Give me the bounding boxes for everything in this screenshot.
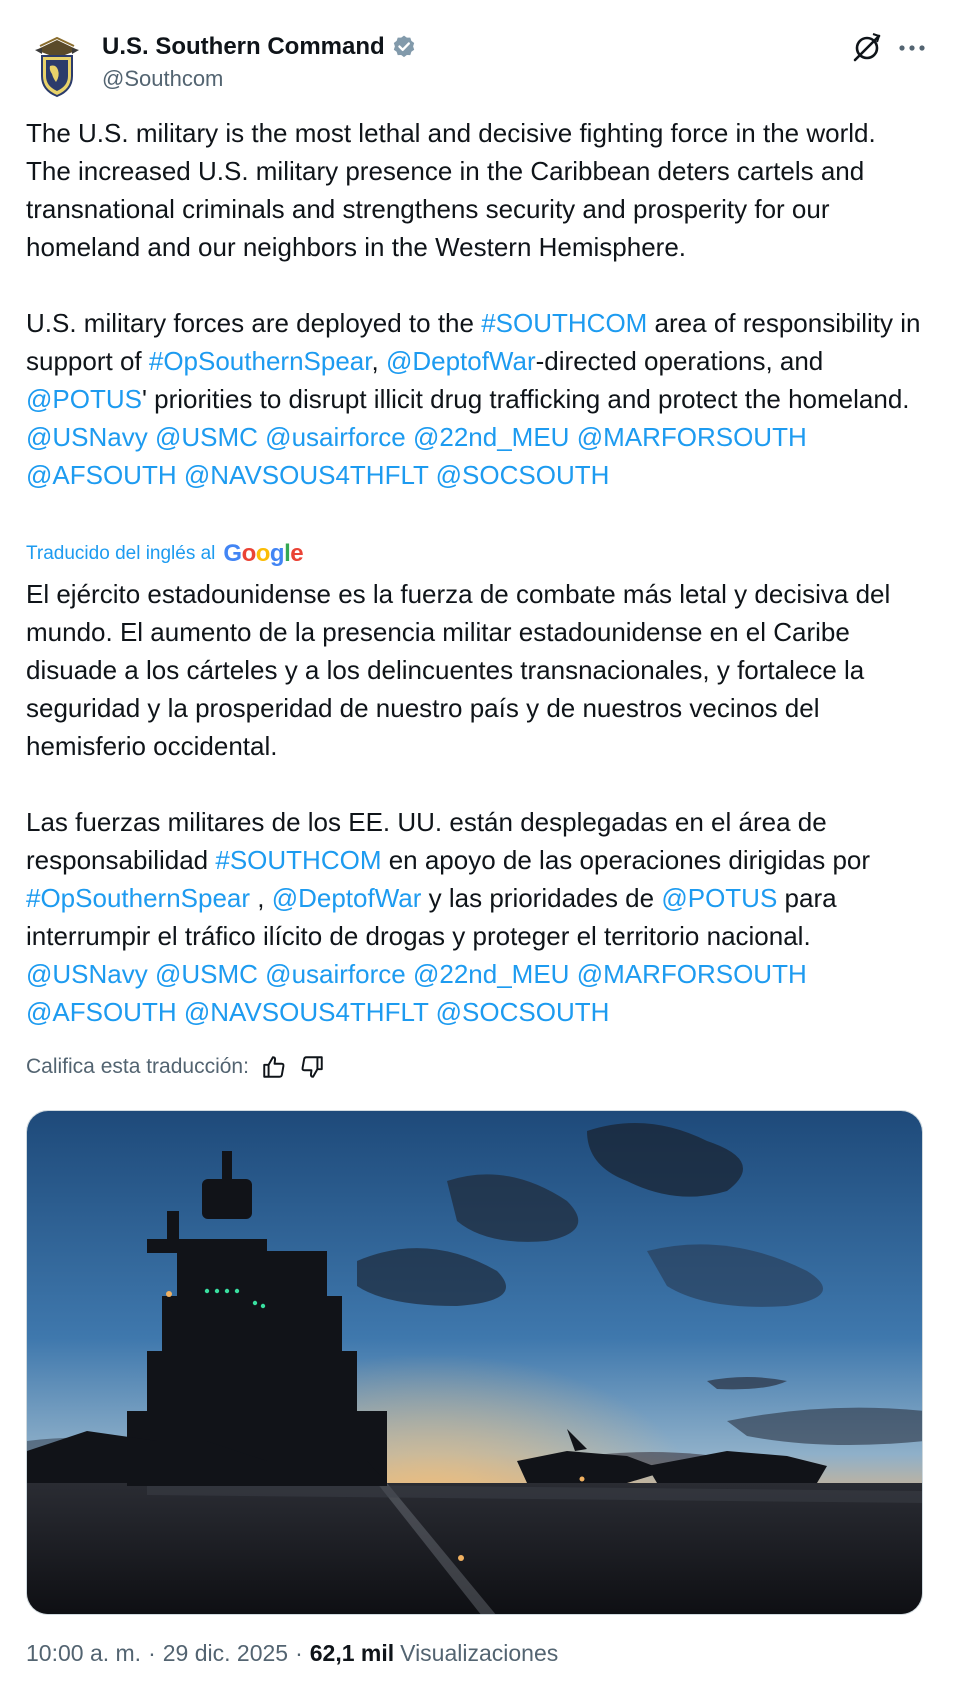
hashtag-link[interactable]: #OpSouthernSpear <box>148 346 372 376</box>
mention-link[interactable]: @SOCSOUTH <box>435 460 610 490</box>
translation-attribution[interactable] <box>26 540 303 568</box>
text-segment: U.S. military forces are deployed to the <box>26 308 482 338</box>
text-segment: en apoyo de las operaciones dirigidas por <box>381 845 871 875</box>
text-segment: ' priorities to disrupt illicit drug trafficking and protect the homeland. <box>141 384 910 414</box>
text-segment: y las prioridades de <box>421 883 662 913</box>
rate-translation <box>26 1054 325 1080</box>
tweet-photo[interactable] <box>26 1110 923 1615</box>
separator: · <box>148 1640 156 1666</box>
mention-link[interactable]: @SOCSOUTH <box>435 997 610 1027</box>
mention-link[interactable]: @usairforce <box>265 422 406 452</box>
mention-link[interactable]: @POTUS <box>26 384 142 414</box>
translation-label: Traducido del inglés al <box>26 543 216 564</box>
translated-text <box>26 575 926 1031</box>
tweet-paragraph-1: The U.S. military is the most lethal and decisive fighting force in the world. The increased U.S. military presence in the Caribbean deters cartels and transnational criminals and strengthens security and prosperity for our homeland and our neighbors in the Western Hemisphere. <box>26 118 876 262</box>
tweet-meta <box>26 1640 558 1667</box>
date[interactable]: 29 dic. 2025 <box>162 1640 289 1666</box>
text-segment: , <box>250 883 272 913</box>
display-name[interactable]: U.S. Southern Command <box>102 33 385 60</box>
text-segment: , <box>371 346 386 376</box>
hashtag-link[interactable]: #SOUTHCOM <box>481 308 648 338</box>
more-options-icon[interactable] <box>895 36 929 60</box>
grok-icon[interactable] <box>851 32 883 64</box>
separator: · <box>295 1640 303 1666</box>
views-count[interactable]: 62,1 mil <box>309 1640 395 1666</box>
text-segment: Las fuerzas militares de los EE. UU. están desplegadas en el área de responsabilidad <box>26 807 827 875</box>
mention-link[interactable]: @MARFORSOUTH <box>576 422 807 452</box>
aircraft-carrier-sunset-photo <box>27 1111 923 1615</box>
verified-badge-icon <box>391 34 417 60</box>
mention-link[interactable]: @POTUS <box>661 883 778 913</box>
text-segment: -directed operations, and <box>535 346 824 376</box>
google-logo: Google <box>223 540 304 567</box>
mention-link[interactable]: @NAVSOUS4THFLT <box>183 997 429 1027</box>
paragraph-gap <box>26 765 926 803</box>
tweet-paragraph-2 <box>26 304 926 494</box>
mention-link[interactable]: @DeptofWar <box>271 883 422 913</box>
paragraph-gap <box>26 266 926 304</box>
text-segment: area of responsibility in support of <box>26 308 921 376</box>
mention-link[interactable]: @USNavy <box>26 422 148 452</box>
thumbs-down-icon[interactable] <box>299 1054 325 1080</box>
mention-link[interactable]: @22nd_MEU <box>412 959 570 989</box>
thumbs-up-icon[interactable] <box>261 1054 287 1080</box>
views-label: Visualizaciones <box>400 1640 559 1666</box>
mention-link[interactable]: @usairforce <box>265 959 406 989</box>
handle[interactable]: @Southcom <box>102 66 224 91</box>
text-segment: para interrumpir el tráfico ilícito de drogas y proteger el territorio nacional. <box>26 883 837 951</box>
translated-paragraph-1: El ejército estadounidense es la fuerza de combate más letal y decisiva del mundo. El aumento de la presencia militar estadounidense en el Caribe disuade a los cárteles y a los delincuentes transnacionales, y fortalece la seguridad y la prosperidad de nuestro país y de nuestros vecinos del hemisferio occidental. <box>26 579 891 761</box>
tweet-text <box>26 114 926 494</box>
mention-link[interactable]: @22nd_MEU <box>412 422 570 452</box>
mention-link[interactable]: @AFSOUTH <box>26 997 177 1027</box>
mention-link[interactable]: @AFSOUTH <box>26 460 177 490</box>
hashtag-link[interactable]: #OpSouthernSpear <box>26 883 251 913</box>
translated-paragraph-2 <box>26 803 926 1031</box>
timestamp[interactable]: 10:00 a. m. <box>26 1640 142 1666</box>
rate-label: Califica esta traducción: <box>26 1055 249 1078</box>
hashtag-link[interactable]: #SOUTHCOM <box>215 845 382 875</box>
mention-link[interactable]: @DeptofWar <box>385 346 536 376</box>
mention-link[interactable]: @USNavy <box>26 959 148 989</box>
avatar[interactable] <box>34 36 80 98</box>
mention-link[interactable]: @MARFORSOUTH <box>576 959 807 989</box>
tweet-header <box>26 28 929 98</box>
mention-link[interactable]: @USMC <box>154 422 258 452</box>
mention-link[interactable]: @NAVSOUS4THFLT <box>183 460 429 490</box>
mention-link[interactable]: @USMC <box>154 959 258 989</box>
